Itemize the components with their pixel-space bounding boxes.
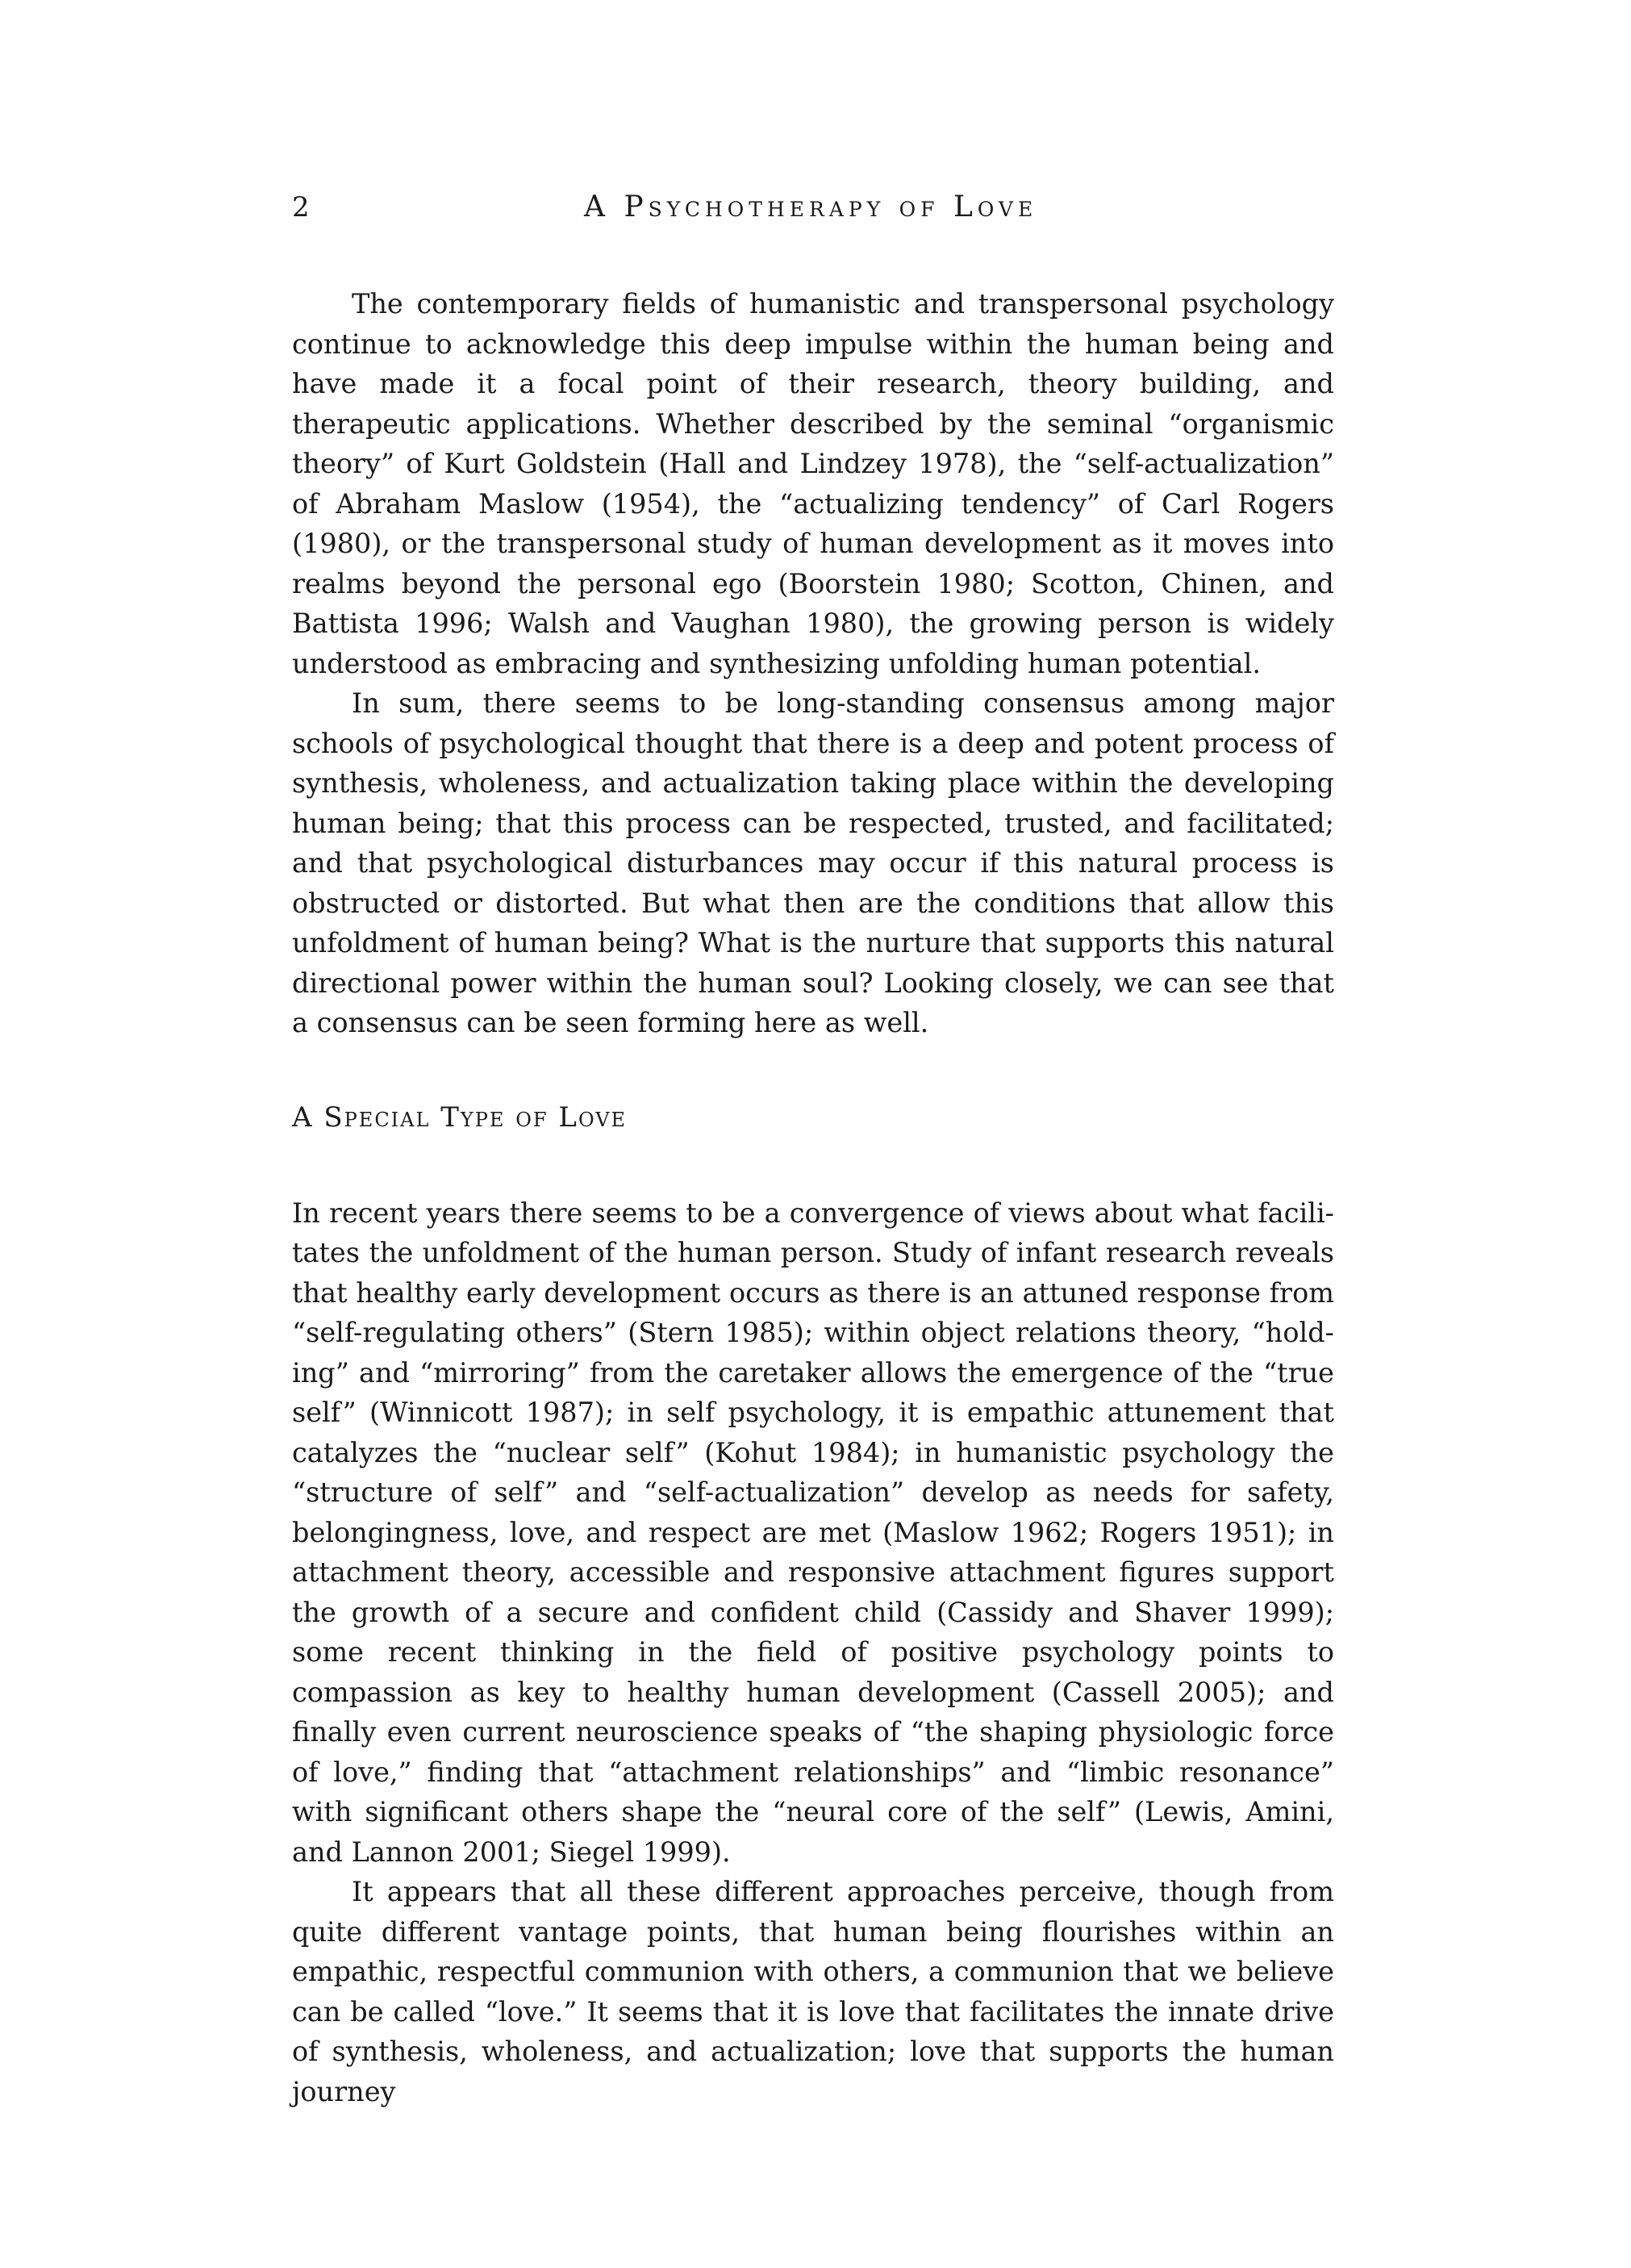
paragraph-convergence: In recent years there seems to be a convergence of views about what facilitates the unfoldment of the human person. Study of infant research reveals that healthy early development occurs as there is an attuned response from “self-regulating others” (Stern 1985); within object relations theory, “holding” and “mirroring” from the caretaker allows the emergence of the “true self” (Winnicott 1987); in self psychology, it is empathic attunement that catalyzes the “nuclear self” (Kohut 1984); in humanistic psychology the “structure of self” and “self-actualization” develop as needs for safety, belongingness, love, and respect are met (Maslow 1962; Rogers 1951); in attachment theory, accessible and responsive attachment figures support the growth of a secure and confident child (Cassidy and Shaver 1999); some recent thinking in the field of positive psychology points to compassion as key to healthy human development (Cassell 2005); and finally even current neuroscience speaks of “the shaping physiologic force of love,” finding that “attachment relationships” and “limbic resonance” with significant others shape the “neural core of the self” (Lewis, Amini, and Lannon 2001; Siegel 1999).: [292, 1197, 1334, 1868]
page-number: 2: [292, 191, 310, 223]
paragraph-love: It appears that all these different approaches perceive, though from quite different vantage points, that human being flourishes within an empathic, respectful communion with others, a communion that we believe can be called “love.” It seems that it is love that facilitates the innate drive of synthesis, wholeness, and actualization; love that supports the human journey: [292, 1876, 1334, 2107]
book-title: A Psychotherapy of Love: [584, 190, 1038, 223]
body-text: [292, 284, 1334, 2111]
section-heading: A Special Type of Love: [292, 1101, 628, 1134]
paragraph-consensus: In sum, there seems to be long-standing consensus among major schools of psychological thought that there is a deep and potent process of synthesis, wholeness, and actualization taking place within the developing human being; that this process can be respected, trusted, and facilitated; and that psychological disturbances may occur if this natural process is obstructed or distorted. But what then are the conditions that allow this unfoldment of human being? What is the nurture that supports this natural directional power within the human soul? Looking closely, we can see that a consensus can be seen forming here as well.: [292, 687, 1334, 1038]
running-head: [292, 187, 1341, 228]
paragraph-humanistic-transpersonal: The contemporary fields of humanistic and transpersonal psychology continue to acknowledge this deep impulse within the human being and have made it a focal point of their research, theory building, and therapeutic applications. Whether described by the seminal “organismic theory” of Kurt Goldstein (Hall and Lindzey 1978), the “self-actualization” of Abraham Maslow (1954), the “actualizing tendency” of Carl Rogers (1980), or the transpersonal study of human development as it moves into realms beyond the personal ego (Boorstein 1980; Scotton, Chinen, and Battista 1996; Walsh and Vaughan 1980), the growing person is widely understood as embracing and synthesizing unfolding human potential.: [292, 288, 1334, 679]
